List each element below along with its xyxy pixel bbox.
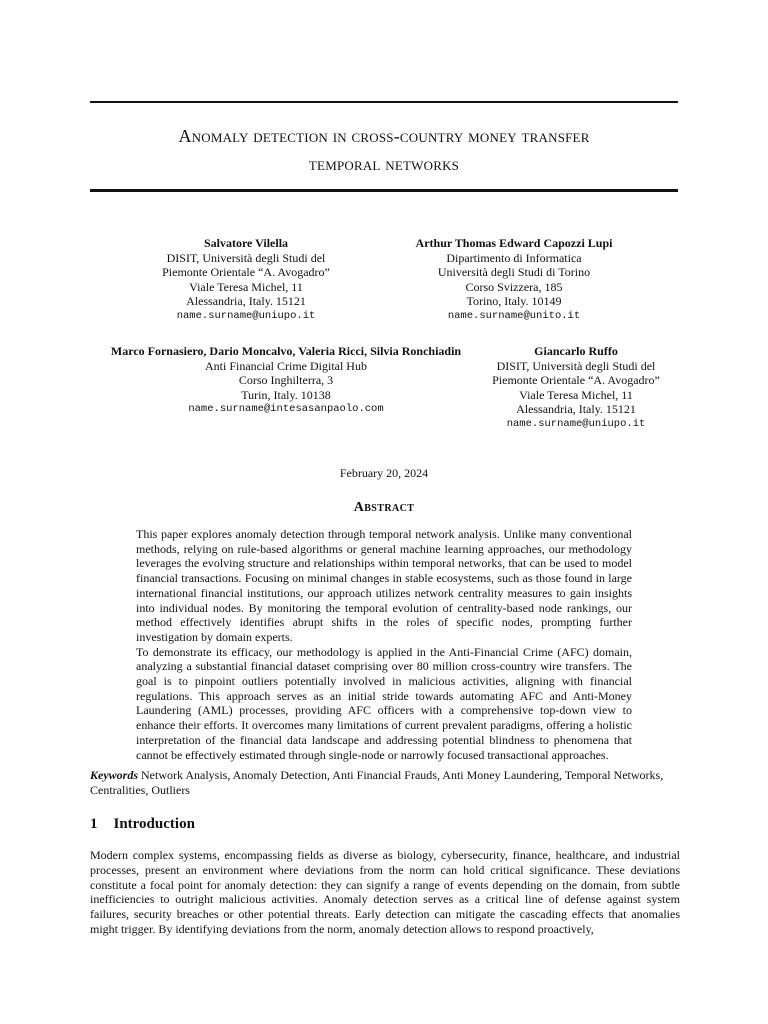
author-block-3 [96,344,476,417]
author-name: Arthur Thomas Edward Capozzi Lupi [415,236,613,250]
author-address-line: Alessandria, Italy. 15121 [516,402,636,416]
paper-title-line2: temporal networks [308,154,460,174]
author-address-line: Alessandria, Italy. 15121 [186,294,306,308]
abstract-body [136,527,632,762]
intro-paragraph: Modern complex systems, encompassing fields as diverse as biology, cybersecurity, finance, healthcare, and industrial processes, present an environment where deviations from the norm can hold critical significance. These deviations constitute a focal point for anomaly detection: they can signify a range of events depending on the domain, from subtle inefficiencies to outright malicious activities. Anomaly detection serves as a critical line of defense against system failures, security breaches or other potential threats. Early detection can mitigate the cascading effects that anomalies might trigger. By identifying deviations from the norm, anomaly detection allows to respond proactively, [90,848,680,936]
author-email: name.surname@unito.it [447,309,581,322]
author-block-2 [388,236,640,323]
author-block-1 [140,236,352,323]
publication-date: February 20, 2024 [339,466,429,480]
author-address-line: Corso Inghilterra, 3 [238,373,334,387]
keywords-list: Network Analysis, Anomaly Detection, Anti Financial Frauds, Anti Money Laundering, Temporal Networks, Centralities, Outliers [90,768,664,797]
author-address-line: Turin, Italy. 10138 [241,387,331,402]
abstract-heading: Abstract [353,500,415,515]
author-email: name.surname@uniupo.it [176,309,316,322]
paper-title-line1: Anomaly detection in cross-country money transfer [178,126,590,146]
author-address-line: Torino, Italy. 10149 [466,294,562,308]
author-email: name.surname@intesasanpaolo.com [188,403,384,415]
section-heading [90,816,195,833]
author-address-line: Corso Svizzera, 185 [465,279,563,294]
section-number: 1 [90,816,98,832]
title-top-rule [90,101,678,103]
author-address-line: Viale Teresa Michel, 11 [189,279,303,294]
author-affiliation-line: DISIT, Università degli Studi del [166,250,326,265]
author-name: Salvatore Vilella [203,236,289,250]
section-title: Introduction [113,816,195,832]
author-affiliation-line: Piemonte Orientale “A. Avogadro” [162,265,330,279]
keywords-label: Keywords [90,768,138,782]
paper-title [90,122,678,178]
author-affiliation-line: Università degli Studi di Torino [437,265,591,279]
keywords [90,768,678,798]
abstract-paragraph: This paper explores anomaly detection through temporal network analysis. Unlike many conventional methods, relying on rule-based algorithms or general machine learning approaches, our methodology leverages the evolving structure and relationships within temporal networks, that can be used to model financial transactions. Focusing on minimal changes in stable ecosystems, such as those found in large international financial institutions, our approach utilizes network centrality measures to gain insights into individual nodes. By monitoring the temporal evolution of centrality-based node rankings, our method effectively identifies abrupt shifts in the roles of specific nodes, prompting further investigation by domain experts. [136,527,632,644]
author-address-line: Viale Teresa Michel, 11 [519,387,633,402]
author-block-4 [470,344,682,431]
author-affiliation-line: Dipartimento di Informatica [446,250,582,265]
author-name: Giancarlo Ruffo [534,344,618,358]
abstract-paragraph: To demonstrate its efficacy, our methodology is applied in the Anti-Financial Crime (AFC) domain, analyzing a substantial financial dataset comprising over 80 million cross-country wire transfers. The goal is to pinpoint outliers potentially involved in malicious activities, aligning with financial regulations. This approach serves as an initial stride towards automating AFC and Anti-Money Laundering (AML) processes, providing AFC officers with a comprehensive top-down view to enhance their efforts. It overcomes many limitations of current prevalent paradigms, offering a holistic interpretation of the financial data landscape and addressing potential blindness to phenomena that cannot be effectively estimated through single-node or narrowly focused transactional approaches. [136,644,632,762]
author-affiliation-line: DISIT, Università degli Studi del [496,358,656,373]
author-email: name.surname@uniupo.it [506,417,646,430]
author-affiliation-line: Anti Financial Crime Digital Hub [205,358,367,373]
title-bottom-rule [90,189,678,192]
author-name: Marco Fornasiero, Dario Moncalvo, Valeria Ricci, Silvia Ronchiadin [110,344,462,358]
author-affiliation-line: Piemonte Orientale “A. Avogadro” [492,373,660,387]
